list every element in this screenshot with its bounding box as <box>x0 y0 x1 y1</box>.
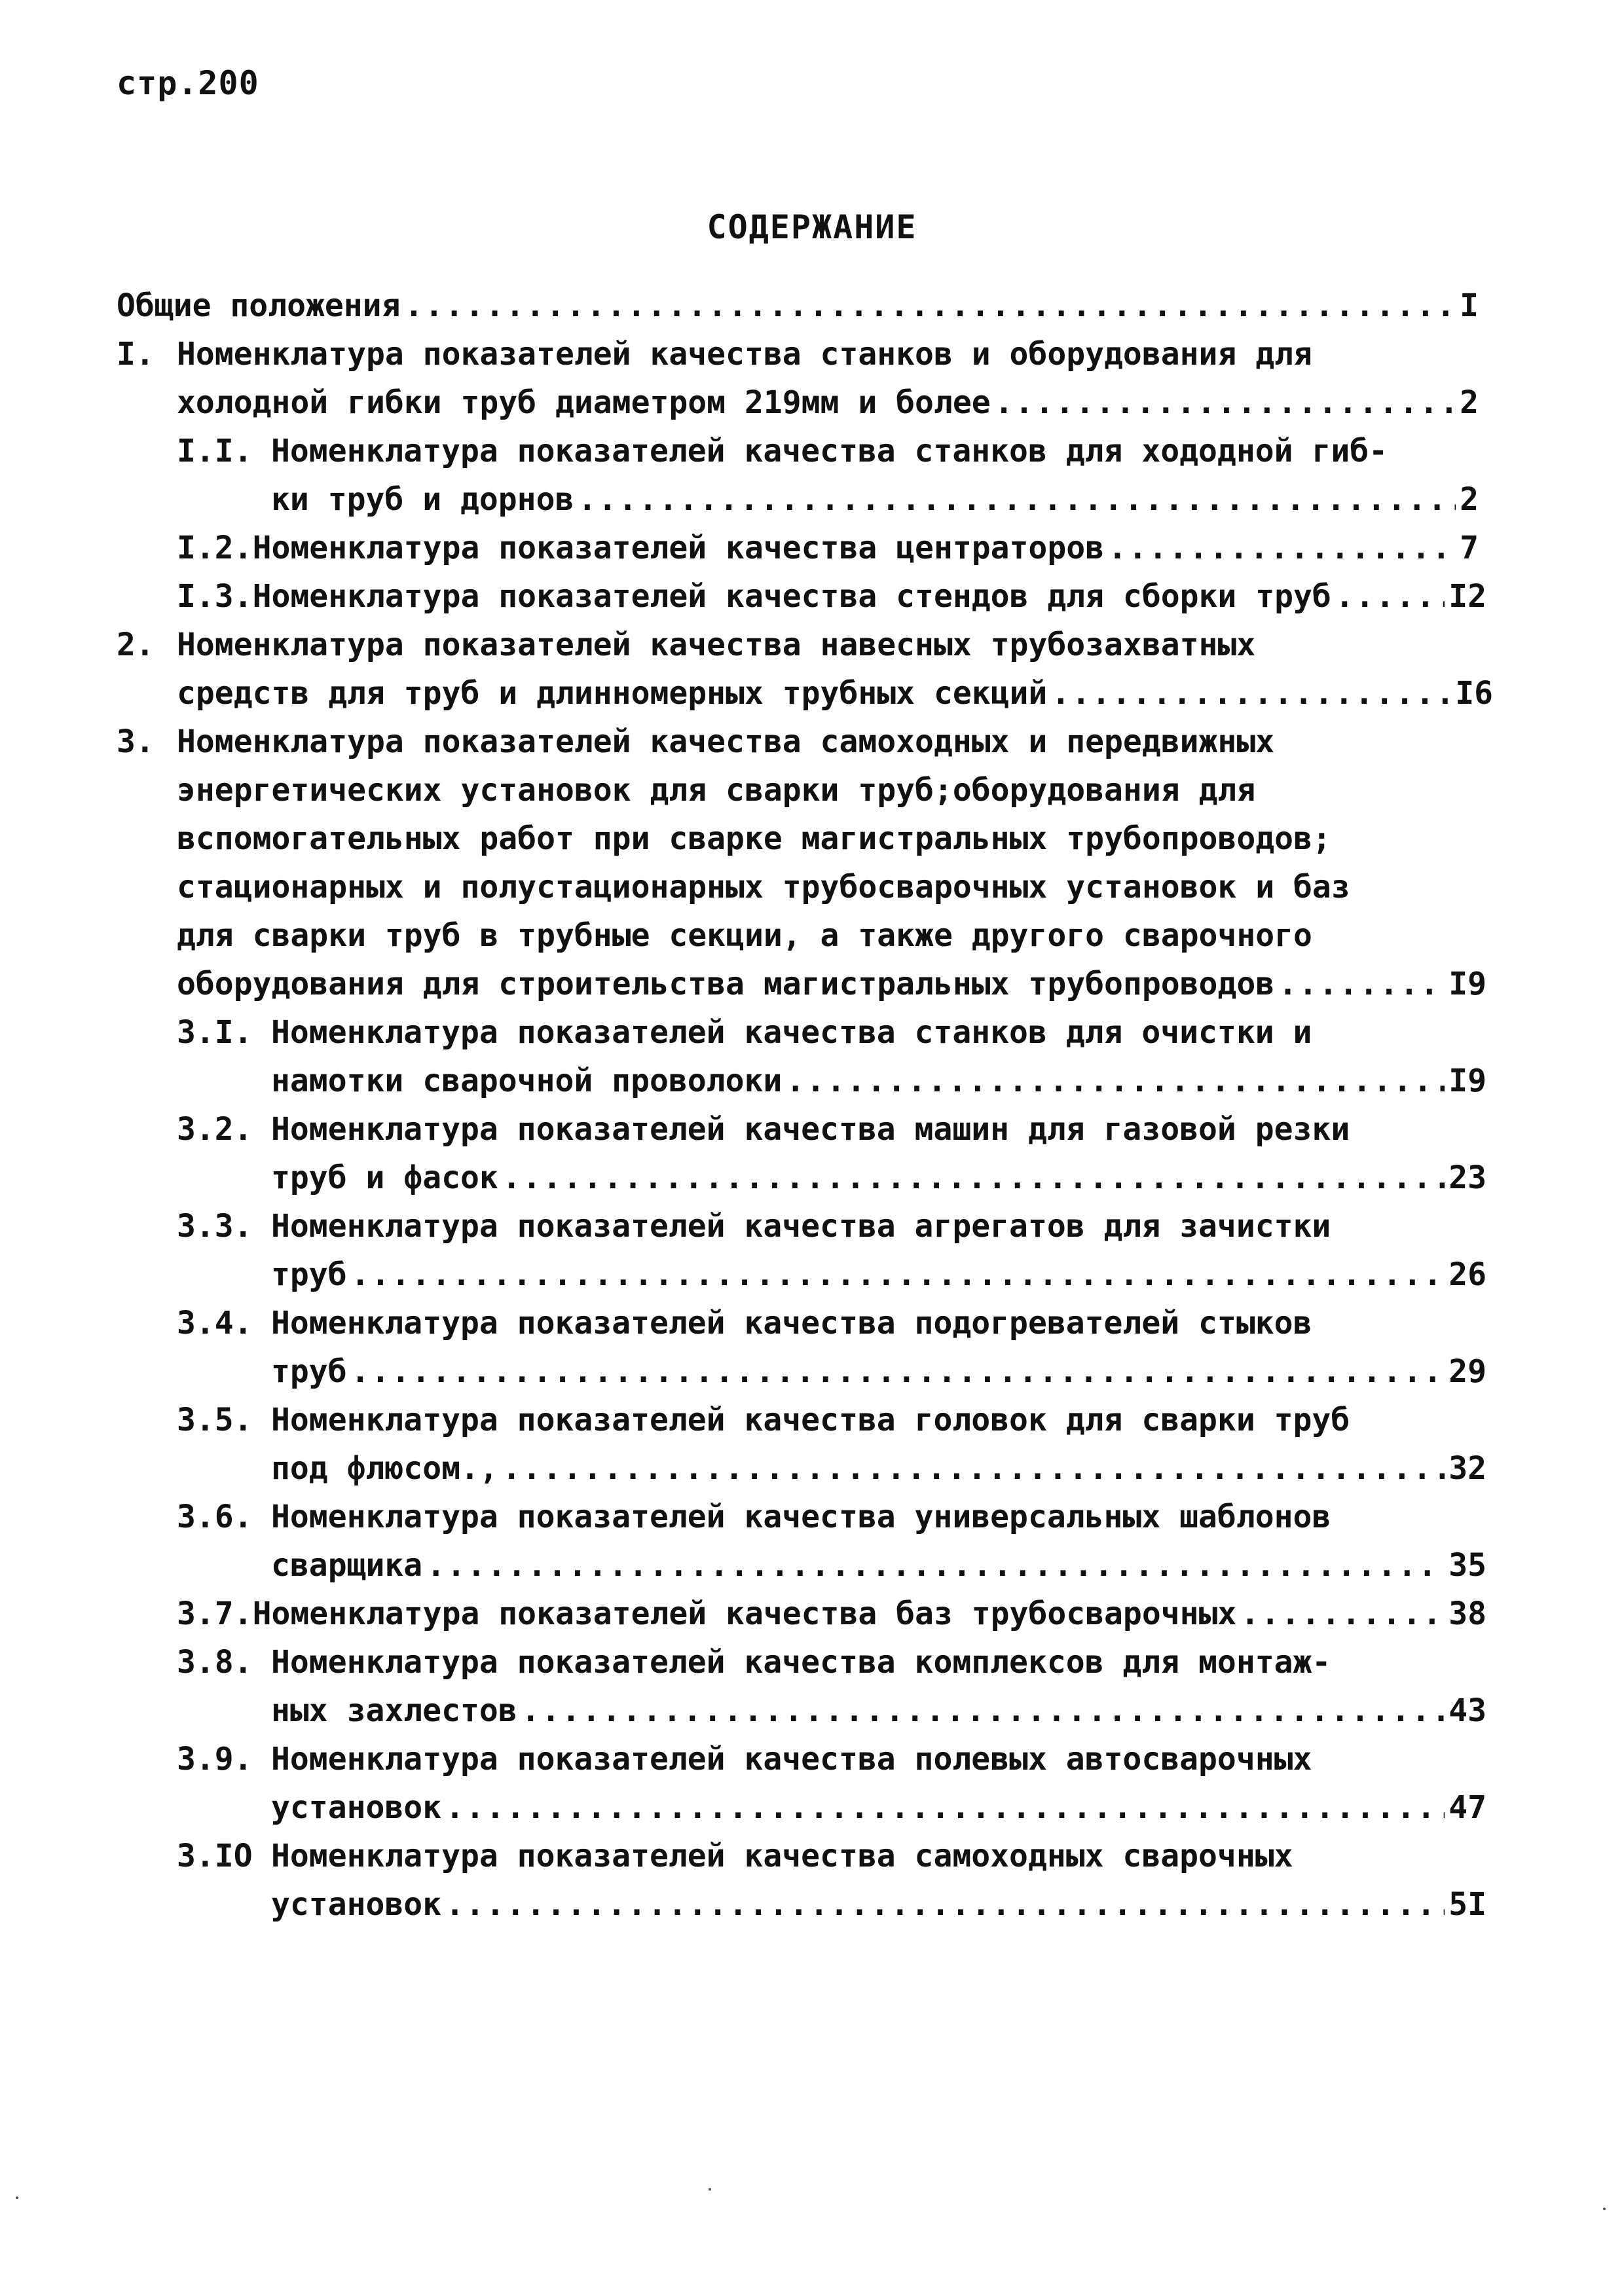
toc-entry-number: I. <box>117 336 155 373</box>
toc-entry-text: средств для труб и длинномерных трубных секций <box>177 675 1048 712</box>
dot-leader <box>578 477 1456 522</box>
toc-line <box>177 670 1493 716</box>
toc-entry-number: I.2. <box>177 530 253 566</box>
toc-entry-text: энергетических установок для сварки труб;оборудования для <box>177 772 1256 809</box>
dot-leader <box>1335 574 1445 619</box>
toc-line <box>177 1591 1486 1637</box>
toc-entry-text: Номенклатура показателей качества машин для газовой резки <box>271 1111 1350 1148</box>
toc-line <box>117 283 1479 329</box>
toc-entry-page: 5I <box>1449 1886 1486 1923</box>
toc-entry-text: Номенклатура показателей качества станков и оборудования для <box>177 336 1312 373</box>
toc-entry-text: ных захлестов <box>271 1692 517 1729</box>
toc-entry-page: 29 <box>1449 1353 1486 1390</box>
toc-entry-page: 43 <box>1449 1692 1486 1729</box>
toc-entry-text: Номенклатура показателей качества полевых автосварочных <box>271 1741 1312 1777</box>
toc-entry-page: 38 <box>1449 1595 1486 1632</box>
toc-entry-text: ки труб и дорнов <box>271 481 574 518</box>
toc-entry-text: намотки сварочной проволоки <box>271 1063 783 1099</box>
dot-leader <box>445 1882 1445 1927</box>
toc-line <box>271 1349 1486 1394</box>
toc-line <box>177 1639 1331 1685</box>
toc-entry-number: I.3. <box>177 578 253 615</box>
toc-line <box>177 961 1486 1007</box>
toc-entry-page: 35 <box>1449 1547 1486 1584</box>
toc-entry-number: 3.IO <box>177 1838 253 1874</box>
scan-speck <box>16 2196 18 2199</box>
toc-entry-text: Номенклатура показателей качества станков для очистки и <box>271 1014 1312 1051</box>
toc-line <box>271 1252 1486 1298</box>
toc-entry-text: Номенклатура показателей качества самоходных сварочных <box>271 1838 1293 1874</box>
toc-entry-page: I6 <box>1455 675 1493 712</box>
toc-entry-text: Номенклатура показателей качества навесных трубозахватных <box>177 627 1256 663</box>
toc-entry-number: 3.7. <box>177 1595 253 1632</box>
toc-entry-text: труб <box>271 1353 347 1390</box>
toc-line <box>117 719 1274 765</box>
toc-line <box>177 864 1350 910</box>
dot-leader <box>351 1252 1445 1298</box>
dot-leader <box>445 1785 1445 1831</box>
dot-leader <box>404 283 1456 329</box>
dot-leader <box>1051 670 1451 716</box>
toc-line <box>177 1397 1350 1443</box>
toc-entry-text: Номенклатура показателей качества головок для сварки труб <box>271 1402 1350 1438</box>
toc-line <box>177 816 1331 862</box>
toc-line <box>177 767 1255 813</box>
toc-entry-number: 3.I. <box>177 1014 253 1051</box>
toc-line <box>271 1446 1486 1491</box>
toc-line <box>177 1833 1293 1879</box>
dot-leader <box>1278 961 1445 1007</box>
toc-entry-number: 3.9. <box>177 1741 253 1777</box>
toc-line <box>177 1203 1331 1249</box>
toc-entry-number: 3.2. <box>177 1111 253 1148</box>
toc-entry-text: для сварки труб в трубные секции, а также другого сварочного <box>177 917 1312 954</box>
page-number: стр.200 <box>117 64 259 102</box>
toc-entry-text: холодной гибки труб диаметром 219мм и более <box>177 384 991 421</box>
toc-line <box>117 622 1255 668</box>
toc-entry-page: I2 <box>1449 578 1486 615</box>
toc-entry-text: Номенклатура показателей качества баз трубосварочных <box>252 1595 1237 1632</box>
toc-line <box>271 1058 1486 1104</box>
toc-entry-page: 26 <box>1449 1256 1486 1293</box>
dot-leader <box>786 1058 1445 1104</box>
toc-line <box>177 428 1388 474</box>
toc-entry-page: 47 <box>1449 1789 1486 1826</box>
toc-line <box>177 574 1486 619</box>
toc-line <box>177 380 1479 426</box>
toc-entry-text: под флюсом., <box>271 1450 498 1487</box>
toc-entry-page: I <box>1460 287 1479 324</box>
toc-entry-text: Общие положения <box>117 287 401 324</box>
dot-leader <box>502 1155 1445 1201</box>
toc-entry-text: Номенклатура показателей качества агрегатов для зачистки <box>271 1208 1331 1245</box>
toc-entry-number: 2. <box>117 627 155 663</box>
toc-line <box>177 1010 1312 1055</box>
toc-line <box>271 1688 1486 1734</box>
toc-entry-page: 32 <box>1449 1450 1486 1487</box>
toc-line <box>271 1882 1486 1927</box>
dot-leader <box>502 1446 1445 1491</box>
toc-line <box>177 1494 1331 1540</box>
toc-entry-text: Номенклатура показателей качества подогревателей стыков <box>271 1305 1312 1341</box>
toc-line <box>177 525 1479 571</box>
toc-entry-number: 3.6. <box>177 1499 253 1535</box>
toc-line <box>271 1542 1486 1588</box>
toc-line <box>117 331 1312 377</box>
dot-leader <box>995 380 1456 426</box>
toc-entry-page: I9 <box>1449 966 1486 1002</box>
toc-entry-number: I.I. <box>177 433 253 469</box>
toc-entry-text: труб <box>271 1256 347 1293</box>
toc-entry-page: I9 <box>1449 1063 1486 1099</box>
dot-leader <box>1240 1591 1445 1637</box>
dot-leader <box>1108 525 1456 571</box>
toc-entry-text: оборудования для строительства магистральных трубопроводов <box>177 966 1275 1002</box>
toc-entry-page: 2 <box>1460 384 1479 421</box>
scan-speck <box>709 2188 711 2191</box>
dot-leader <box>426 1542 1445 1588</box>
toc-entry-text: установок <box>271 1789 442 1826</box>
toc-entry-text: труб и фасок <box>271 1159 498 1196</box>
toc-entry-text: Номенклатура показателей качества станков для хододной гиб- <box>271 433 1388 469</box>
toc-entry-text: Номенклатура показателей качества стендов для сборки труб <box>252 578 1331 615</box>
toc-entry-text: сварщика <box>271 1547 423 1584</box>
toc-line <box>177 1106 1350 1152</box>
toc-entry-text: Номенклатура показателей качества самоходных и передвижных <box>177 723 1275 760</box>
toc-line <box>177 1736 1312 1782</box>
toc-line <box>271 477 1479 522</box>
dot-leader <box>351 1349 1445 1394</box>
toc-entry-page: 7 <box>1460 530 1479 566</box>
dot-leader <box>521 1688 1445 1734</box>
toc-entry-page: 2 <box>1460 481 1479 518</box>
toc-line <box>271 1785 1486 1831</box>
toc-line <box>177 913 1312 958</box>
toc-entry-number: 3.5. <box>177 1402 253 1438</box>
toc-entry-page: 23 <box>1449 1159 1486 1196</box>
toc-entry-text: Номенклатура показателей качества универсальных шаблонов <box>271 1499 1331 1535</box>
toc-entry-number: 3.3. <box>177 1208 253 1245</box>
toc-entry-text: Номенклатура показателей качества центраторов <box>252 530 1105 566</box>
toc-entry-number: 3.4. <box>177 1305 253 1341</box>
toc-entry-text: Номенклатура показателей качества комплексов для монтаж- <box>271 1644 1331 1681</box>
toc-entry-text: установок <box>271 1886 442 1923</box>
toc-title: СОДЕРЖАНИЕ <box>707 208 917 246</box>
toc-line <box>177 1300 1312 1346</box>
toc-entry-text: стационарных и полустационарных трубосварочных установок и баз <box>177 869 1350 905</box>
toc-line <box>271 1155 1486 1201</box>
toc-entry-number: 3. <box>117 723 155 760</box>
toc-entry-text: вспомогательных работ при сварке магистральных трубопроводов; <box>177 820 1331 857</box>
toc-entry-number: 3.8. <box>177 1644 253 1681</box>
scan-speck <box>1603 2208 1606 2210</box>
